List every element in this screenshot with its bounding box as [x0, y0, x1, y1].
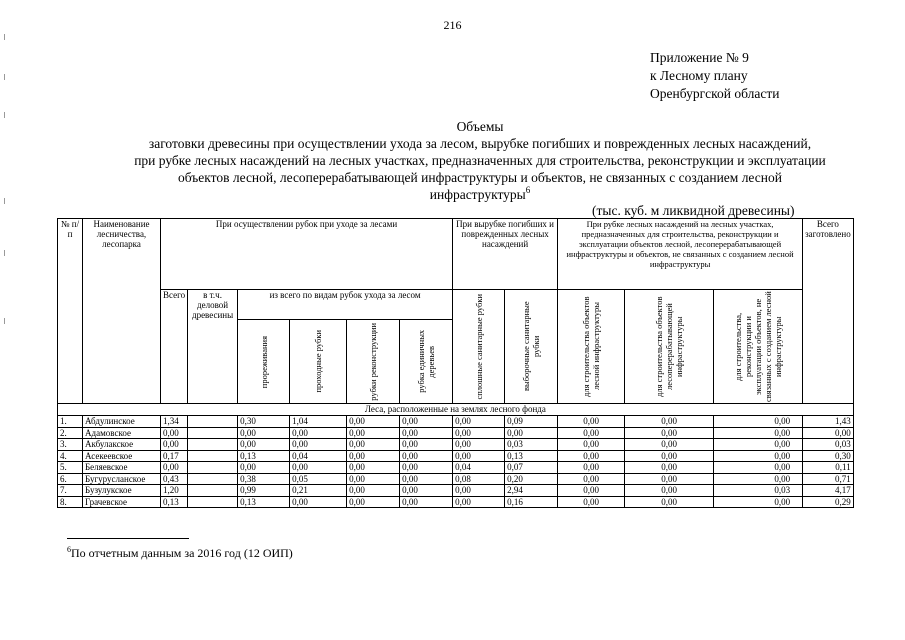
header-clear-sanitary-text: сплошные санитарные рубки — [473, 293, 484, 400]
cell-num: 5. — [58, 462, 83, 474]
header-passing-text: проходные рубки — [313, 330, 324, 393]
cell-reconstruction: 0,00 — [347, 485, 400, 497]
cell-select-san: 0,16 — [505, 496, 558, 508]
cell-thinning: 0,38 — [238, 473, 290, 485]
cell-infra-other: 0,00 — [714, 427, 803, 439]
header-dead-group: При вырубке погибших и поврежденных лесных насаждений — [453, 219, 558, 290]
table-row — [58, 496, 854, 508]
cell-reconstruction: 0,00 — [347, 496, 400, 508]
cell-thinning: 0,30 — [238, 416, 290, 428]
header-infra-other-text: для строительства, реконструкции и эксплуатации объектов, не связанных с созданием лесной инфраструктуры — [733, 291, 784, 402]
cell-passing: 0,05 — [290, 473, 347, 485]
header-total: Всего заготовлено — [803, 219, 854, 404]
cell-infra-forest: 0,00 — [558, 416, 625, 428]
table-row — [58, 450, 854, 462]
page-number: 216 — [443, 18, 462, 32]
cell-total: 1,43 — [803, 416, 854, 428]
cell-single: 0,00 — [400, 485, 453, 497]
cell-passing: 1,04 — [290, 416, 347, 428]
cell-infra-proc: 0,00 — [625, 462, 714, 474]
header-care-kinds: из всего по видам рубок ухода за лесом — [238, 290, 453, 320]
cell-single: 0,00 — [400, 427, 453, 439]
heading-line: заготовки древесины при осуществлении ухода за лесом, вырубке погибших и поврежденных лесных насаждений, — [148, 136, 812, 151]
cell-infra-other: 0,00 — [714, 450, 803, 462]
table-row — [58, 462, 854, 474]
header-care-business: в т.ч. деловой древесины — [188, 290, 238, 404]
cell-select-san: 0,00 — [505, 427, 558, 439]
cell-clear-san: 0,00 — [453, 496, 505, 508]
cell-name: Грачевское — [83, 496, 161, 508]
cell-infra-forest: 0,00 — [558, 485, 625, 497]
cell-passing: 0,00 — [290, 462, 347, 474]
cell-infra-forest: 0,00 — [558, 473, 625, 485]
cell-care-total: 0,13 — [161, 496, 188, 508]
header-infra-group: При рубке лесных насаждений на лесных участках, предназначенных для строительства, реконструкции и эксплуатации объектов лесной, лесоперерабатывающей инфраструктуры и объектов, не связанных с созданием лесной инфраструктуры — [558, 219, 803, 290]
cell-infra-forest: 0,00 — [558, 462, 625, 474]
cell-clear-san: 0,00 — [453, 427, 505, 439]
cell-infra-forest: 0,00 — [558, 496, 625, 508]
cell-business — [188, 427, 238, 439]
margin-mark — [4, 198, 5, 204]
cell-infra-proc: 0,00 — [625, 427, 714, 439]
cell-select-san: 0,07 — [505, 462, 558, 474]
cell-infra-proc: 0,00 — [625, 450, 714, 462]
cell-total: 0,29 — [803, 496, 854, 508]
header-reconstruction-text: рубки реконструкции — [368, 322, 379, 401]
cell-infra-proc: 0,00 — [625, 439, 714, 451]
table-row — [58, 473, 854, 485]
cell-infra-other: 0,00 — [714, 496, 803, 508]
cell-num: 4. — [58, 450, 83, 462]
cell-name: Беляевское — [83, 462, 161, 474]
cell-name: Абдулинское — [83, 416, 161, 428]
cell-reconstruction: 0,00 — [347, 462, 400, 474]
cell-single: 0,00 — [400, 450, 453, 462]
footnote-ref: 6 — [525, 185, 531, 195]
cell-infra-proc: 0,00 — [625, 496, 714, 508]
cell-single: 0,00 — [400, 462, 453, 474]
cell-num: 6. — [58, 473, 83, 485]
cell-infra-forest: 0,00 — [558, 450, 625, 462]
cell-business — [188, 416, 238, 428]
cell-clear-san: 0,00 — [453, 485, 505, 497]
cell-total: 0,30 — [803, 450, 854, 462]
cell-infra-forest: 0,00 — [558, 439, 625, 451]
cell-business — [188, 485, 238, 497]
table-row — [58, 416, 854, 428]
cell-care-total: 0,00 — [161, 439, 188, 451]
cell-clear-san: 0,04 — [453, 462, 505, 474]
cell-single: 0,00 — [400, 496, 453, 508]
cell-name: Адамовское — [83, 427, 161, 439]
cell-thinning: 0,13 — [238, 450, 290, 462]
cell-single: 0,00 — [400, 416, 453, 428]
cell-care-total: 1,20 — [161, 485, 188, 497]
cell-infra-other: 0,00 — [714, 462, 803, 474]
cell-thinning: 0,00 — [238, 439, 290, 451]
cell-business — [188, 450, 238, 462]
cell-name: Акбулакское — [83, 439, 161, 451]
margin-mark — [4, 34, 5, 40]
volumes-table — [57, 218, 854, 508]
table-row — [58, 485, 854, 497]
header-infra-forest — [558, 290, 625, 404]
cell-single: 0,00 — [400, 473, 453, 485]
cell-business — [188, 462, 238, 474]
header-name: Наименование лесничества, лесопарка — [83, 219, 161, 404]
header-thinning-text: прореживания — [258, 335, 269, 388]
appendix-line: Оренбургской области — [650, 86, 780, 101]
cell-passing: 0,04 — [290, 450, 347, 462]
cell-total: 0,03 — [803, 439, 854, 451]
cell-business — [188, 496, 238, 508]
appendix-line: Приложение № 9 — [650, 50, 749, 65]
header-infra-processing-text: для строительства объектов лесоперерабатывающей инфраструктуры — [654, 296, 685, 397]
cell-care-total: 1,34 — [161, 416, 188, 428]
header-selective-sanitary — [505, 290, 558, 404]
footnote-mark: 6 — [67, 545, 71, 554]
appendix-block — [650, 49, 779, 103]
cell-num: 1. — [58, 416, 83, 428]
heading-title: Объемы — [456, 119, 504, 134]
cell-clear-san: 0,00 — [453, 416, 505, 428]
header-single-trees-text: рубка единичных деревьев — [416, 330, 437, 394]
cell-passing: 0,00 — [290, 496, 347, 508]
cell-care-total: 0,00 — [161, 427, 188, 439]
cell-thinning: 0,13 — [238, 496, 290, 508]
cell-total: 0,11 — [803, 462, 854, 474]
margin-mark — [4, 74, 5, 80]
cell-select-san: 0,20 — [505, 473, 558, 485]
cell-reconstruction: 0,00 — [347, 427, 400, 439]
cell-business — [188, 439, 238, 451]
cell-infra-proc: 0,00 — [625, 473, 714, 485]
cell-reconstruction: 0,00 — [347, 473, 400, 485]
margin-mark — [4, 112, 5, 118]
header-infra-processing — [625, 290, 714, 404]
header-selective-sanitary-text: выборочные санитарные рубки — [521, 301, 542, 392]
cell-single: 0,00 — [400, 439, 453, 451]
cell-num: 2. — [58, 427, 83, 439]
cell-clear-san: 0,00 — [453, 450, 505, 462]
heading-line: при рубке лесных насаждений на лесных участках, предназначенных для строительства, реконструкции и эксплуатации — [134, 153, 826, 168]
cell-name: Асекеевское — [83, 450, 161, 462]
margin-mark — [4, 318, 5, 324]
cell-num: 3. — [58, 439, 83, 451]
cell-thinning: 0,99 — [238, 485, 290, 497]
header-single-trees — [400, 320, 453, 404]
cell-reconstruction: 0,00 — [347, 450, 400, 462]
cell-reconstruction: 0,00 — [347, 439, 400, 451]
table-row — [58, 427, 854, 439]
heading-line: объектов лесной, лесоперерабатывающей инфраструктуры и объектов, не связанных с созданием лесной — [178, 170, 782, 185]
footnote-text: По отчетным данным за 2016 год (12 ОИП) — [71, 546, 293, 560]
appendix-line: к Лесному плану — [650, 68, 748, 83]
cell-num: 7. — [58, 485, 83, 497]
cell-passing: 0,00 — [290, 427, 347, 439]
cell-select-san: 0,09 — [505, 416, 558, 428]
cell-infra-proc: 0,00 — [625, 416, 714, 428]
cell-select-san: 0,03 — [505, 439, 558, 451]
table-row — [58, 439, 854, 451]
cell-thinning: 0,00 — [238, 427, 290, 439]
header-infra-other — [714, 290, 803, 404]
header-clear-sanitary — [453, 290, 505, 404]
cell-total: 0,00 — [803, 427, 854, 439]
cell-clear-san: 0,08 — [453, 473, 505, 485]
document-heading — [60, 118, 900, 203]
footnote — [67, 546, 293, 561]
cell-infra-other: 0,00 — [714, 416, 803, 428]
cell-care-total: 0,17 — [161, 450, 188, 462]
cell-passing: 0,00 — [290, 439, 347, 451]
footnote-separator — [67, 538, 189, 539]
margin-mark — [4, 250, 5, 256]
section-row: Леса, расположенные на землях лесного фонда — [58, 404, 854, 416]
header-passing — [290, 320, 347, 404]
cell-infra-other: 0,00 — [714, 473, 803, 485]
units-label: (тыс. куб. м ликвидной древесины) — [592, 203, 795, 218]
cell-passing: 0,21 — [290, 485, 347, 497]
cell-thinning: 0,00 — [238, 462, 290, 474]
heading-line-text: инфраструктуры — [429, 187, 526, 202]
header-infra-forest-text: для строительства объектов лесной инфраструктуры — [581, 296, 602, 397]
cell-num: 8. — [58, 496, 83, 508]
cell-clear-san: 0,00 — [453, 439, 505, 451]
cell-care-total: 0,00 — [161, 462, 188, 474]
header-thinning — [238, 320, 290, 404]
cell-total: 4,17 — [803, 485, 854, 497]
header-reconstruction — [347, 320, 400, 404]
cell-infra-other: 0,00 — [714, 439, 803, 451]
cell-name: Бузулукское — [83, 485, 161, 497]
header-care-total: Всего — [161, 290, 188, 404]
cell-business — [188, 473, 238, 485]
cell-name: Бугурусланское — [83, 473, 161, 485]
heading-line — [60, 186, 900, 203]
cell-infra-other: 0,03 — [714, 485, 803, 497]
cell-select-san: 2,94 — [505, 485, 558, 497]
cell-infra-forest: 0,00 — [558, 427, 625, 439]
header-num: № п/п — [58, 219, 83, 404]
header-care-group: При осуществлении рубок при уходе за лесами — [161, 219, 453, 290]
cell-infra-proc: 0,00 — [625, 485, 714, 497]
cell-total: 0,71 — [803, 473, 854, 485]
cell-select-san: 0,13 — [505, 450, 558, 462]
cell-reconstruction: 0,00 — [347, 416, 400, 428]
cell-care-total: 0,43 — [161, 473, 188, 485]
